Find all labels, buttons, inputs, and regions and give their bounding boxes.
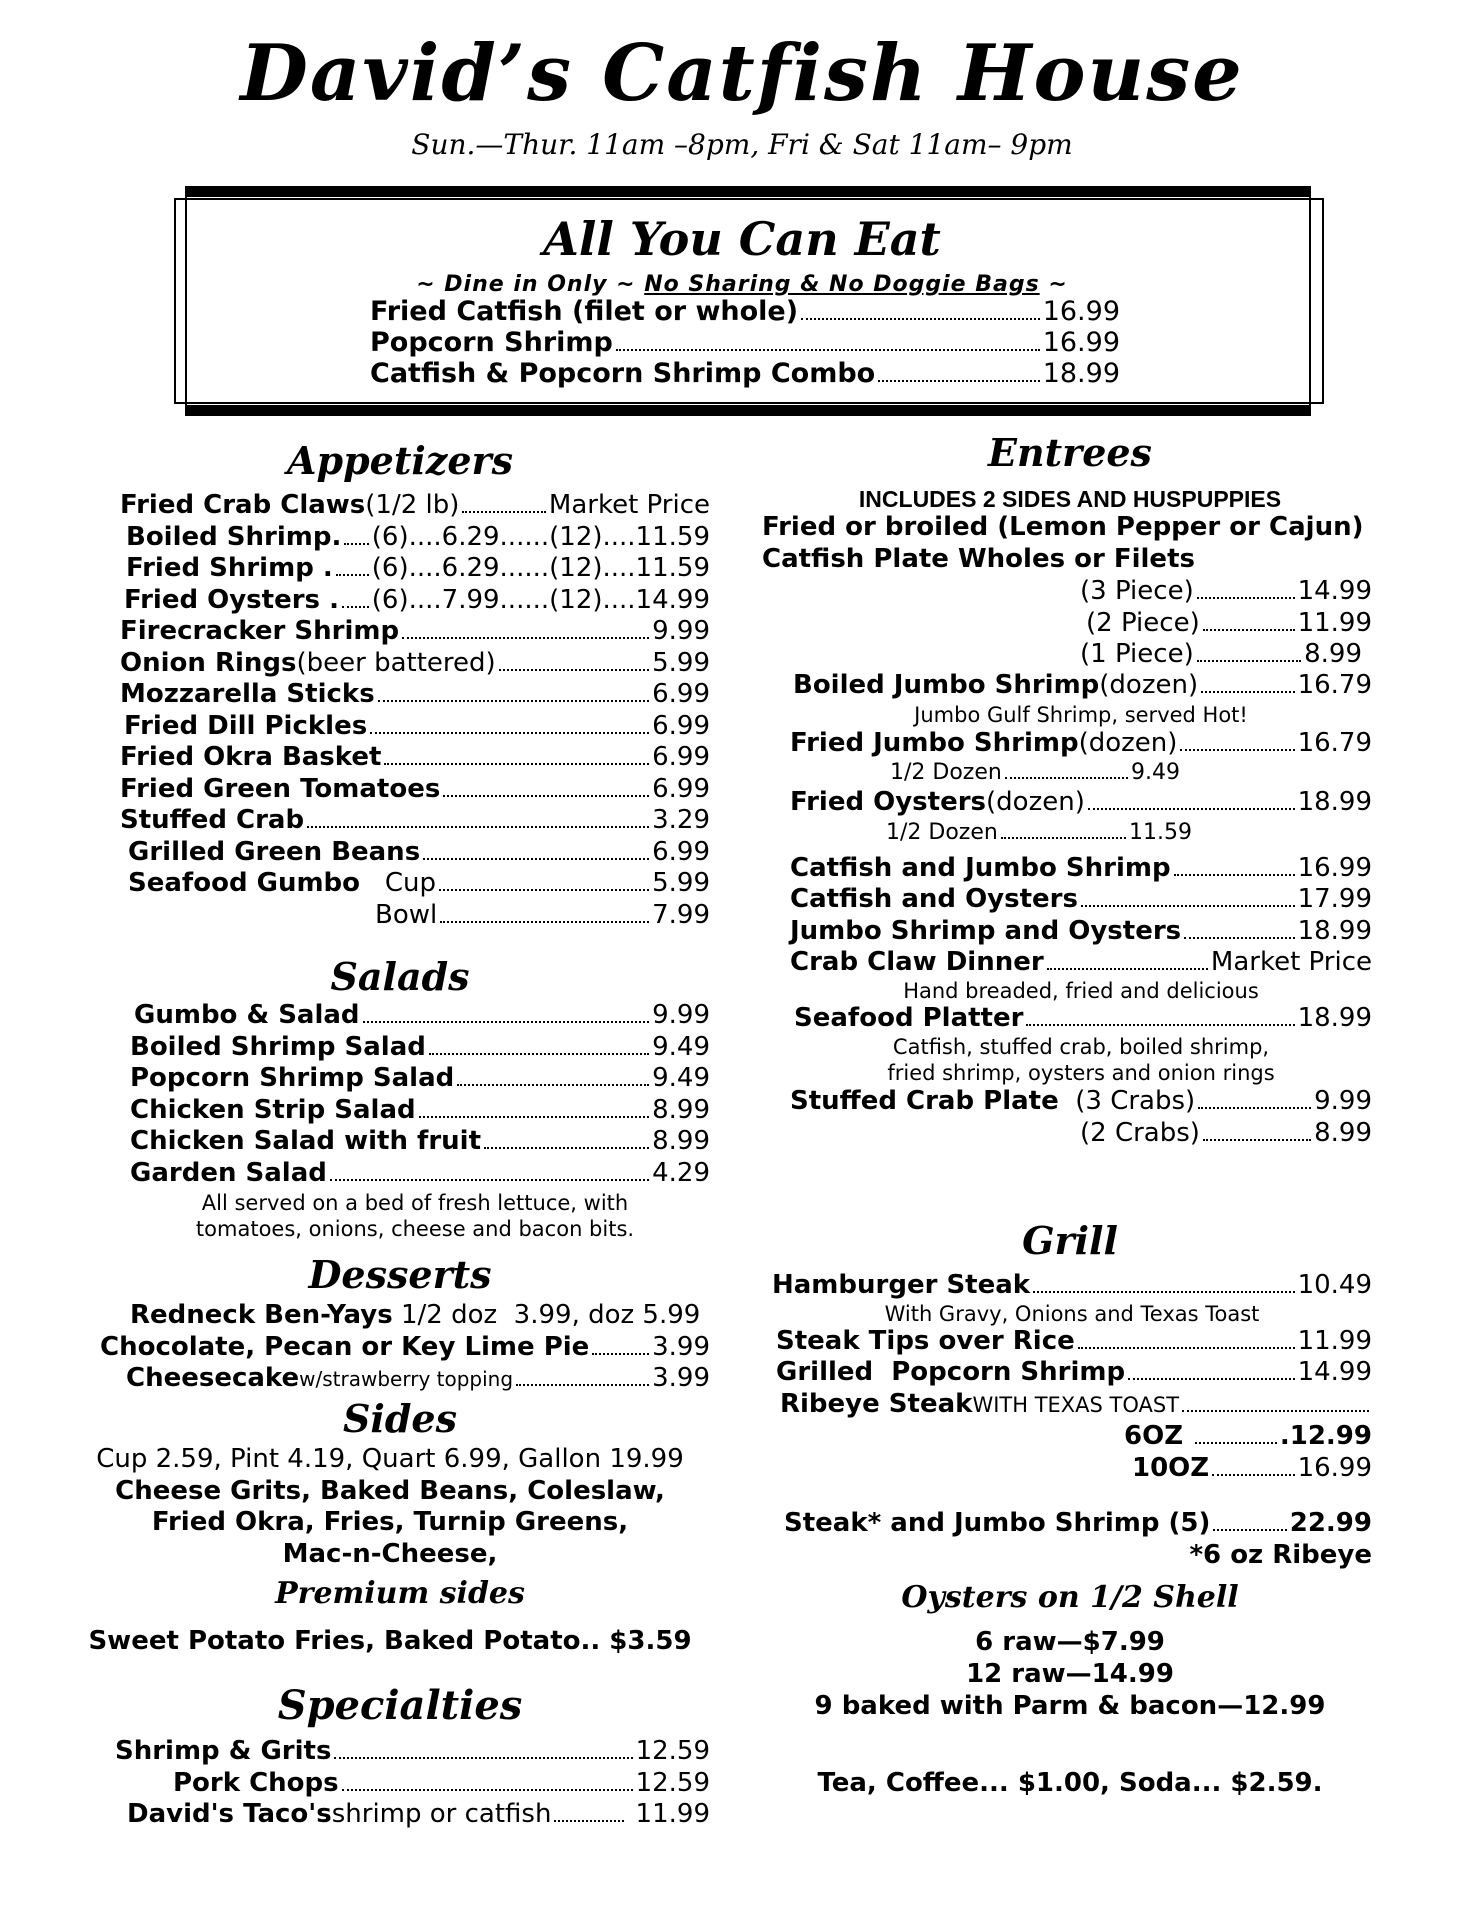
menu-item <box>772 1389 1372 1422</box>
leader-dots <box>1203 1139 1311 1141</box>
leader-dots <box>443 795 649 797</box>
ayce-item <box>370 358 1120 389</box>
half-label: 1/2 Dozen <box>886 819 998 845</box>
menu-item <box>120 553 710 585</box>
leader-dots <box>457 1084 649 1086</box>
menu-item <box>100 1332 710 1364</box>
drinks-line: Tea, Coffee... $1.00, Soda... $2.59. <box>817 1768 1323 1798</box>
menu-item <box>120 711 710 743</box>
item-price: 9.99 <box>652 1000 710 1030</box>
item-name: Seafood Gumbo <box>128 868 361 898</box>
item-name: Boiled Jumbo Shrimp <box>793 670 1100 700</box>
item-price: 6.99 <box>652 836 710 867</box>
item-price: (6)....7.99......(12)....14.99 <box>371 584 710 615</box>
leader-dots <box>1213 1529 1286 1531</box>
item-price: 6.99 <box>652 742 710 772</box>
item-price: 16.99 <box>1042 327 1120 358</box>
menu-item <box>772 1508 1372 1540</box>
leader-dots <box>1212 1474 1294 1476</box>
catfish-pieces <box>1080 576 1372 671</box>
item-note: Catfish, stuffed crab, boiled shrimp, <box>892 1035 1270 1059</box>
specialties-list <box>115 1736 710 1831</box>
item-name: Popcorn Shrimp Salad <box>130 1063 455 1093</box>
item-note: Jumbo Gulf Shrimp, served Hot! <box>914 702 1248 727</box>
item-name: Fried Green Tomatoes <box>120 773 441 804</box>
grill-title: Grill <box>1022 1218 1118 1263</box>
item-price: 8.99 <box>652 1094 710 1125</box>
item-name: Firecracker Shrimp <box>120 616 400 646</box>
leader-dots <box>440 921 649 923</box>
leader-dots <box>1078 1347 1295 1349</box>
leader-dots <box>384 763 649 765</box>
ayce-sub-tail: ~ <box>1039 272 1068 297</box>
size-label: 6OZ <box>1124 1421 1193 1451</box>
item-desc: (3 Crabs) <box>1058 1086 1196 1116</box>
item-desc: Bowl <box>375 899 438 930</box>
leader-dots <box>378 700 649 702</box>
leader-dots <box>344 543 368 545</box>
item-price: 18.99 <box>1042 358 1120 389</box>
leader-dots <box>1033 1291 1294 1293</box>
salads-note <box>120 1190 710 1242</box>
item-price: 9.49 <box>652 1031 710 1062</box>
item-name: Redneck Ben-Yays <box>130 1300 393 1330</box>
item-name: Cheesecake <box>126 1363 300 1393</box>
ayce-item <box>370 327 1120 358</box>
menu-item <box>790 947 1372 979</box>
item-desc: w/strawberry topping <box>299 1367 514 1391</box>
item-name: Grilled Green Beans <box>128 836 421 867</box>
item-price: 11.99 <box>627 1799 710 1829</box>
menu-item <box>790 1086 1372 1118</box>
item-price: 6.99 <box>652 773 710 804</box>
leader-dots <box>484 1147 649 1149</box>
item-price: 9.99 <box>1314 1086 1372 1116</box>
leader-dots <box>402 637 649 639</box>
leader-dots <box>419 1116 650 1118</box>
item-price: 8.99 <box>652 1126 710 1156</box>
menu-item <box>130 1158 710 1190</box>
item-price: 7.99 <box>652 899 710 930</box>
sides-sizes: Cup 2.59, Pint 4.19, Quart 6.99, Gallon 19.99 <box>96 1444 684 1474</box>
menu-item <box>120 648 710 680</box>
leader-dots <box>336 574 369 576</box>
item-price: 8.99 <box>1314 1117 1372 1148</box>
item-price: 4.29 <box>652 1157 710 1188</box>
item-price: 18.99 <box>1297 915 1372 946</box>
ayce-subtitle <box>0 272 1484 297</box>
item-name: Crab Claw Dinner <box>790 947 1044 977</box>
item-price: 16.79 <box>1297 670 1372 700</box>
item-name: Fried Shrimp . <box>126 553 333 583</box>
menu-item <box>772 1326 1372 1358</box>
menu-item <box>100 1300 710 1332</box>
ayce-title: All You Can Eat <box>543 212 941 266</box>
half-dozen-row <box>790 759 1180 787</box>
ribeye-size-row <box>772 1421 1372 1453</box>
item-name: Seafood Platter <box>794 1002 1024 1033</box>
item-name: Mozzarella Sticks <box>120 679 375 709</box>
item-name: Fried Catfish (filet or whole) <box>370 296 799 327</box>
leader-dots <box>1088 808 1295 810</box>
menu-item <box>120 900 710 932</box>
piece-label: (1 Piece) <box>1080 639 1194 669</box>
menu-item <box>790 1118 1372 1150</box>
item-name: Fried Oysters <box>790 787 987 817</box>
item-desc: (beer battered) <box>296 647 496 678</box>
item-name: Garden Salad <box>130 1157 327 1188</box>
item-price: 9.99 <box>652 616 710 646</box>
item-price: 16.99 <box>1297 852 1372 883</box>
specialties-title: Specialties <box>277 1682 523 1729</box>
leader-dots <box>1182 1410 1369 1412</box>
item-desc: (dozen) <box>986 787 1085 817</box>
ayce-sub-underline: No Sharing & No Doggie Bags <box>644 272 1040 297</box>
item-name: Grilled Popcorn Shrimp <box>776 1357 1126 1387</box>
item-price: 17.99 <box>1297 884 1372 914</box>
item-name: Steak Tips over Rice <box>776 1325 1075 1356</box>
item-name: Catfish and Jumbo Shrimp <box>790 852 1171 883</box>
item-desc: (dozen) <box>1078 727 1178 758</box>
item-price: 11.99 <box>1297 607 1372 638</box>
item-price: 3.99 <box>652 1363 710 1393</box>
item-name: Ribeye Steak <box>780 1388 973 1419</box>
item-price: .12.99 <box>1279 1421 1372 1451</box>
item-price: 16.79 <box>1297 727 1372 758</box>
item-desc: shrimp or catfish <box>331 1799 552 1829</box>
sides-line: Cheese Grits, Baked Beans, Coleslaw, <box>115 1475 665 1506</box>
item-price: 12.59 <box>635 1767 710 1798</box>
menu-item <box>772 1357 1372 1389</box>
piece-label: (2 Piece) <box>1086 607 1200 638</box>
entrees-line: Catfish Plate Wholes or Filets <box>762 543 1195 574</box>
item-price: 18.99 <box>1297 1002 1372 1033</box>
item-price: 16.99 <box>1297 1452 1372 1483</box>
leader-dots <box>342 606 369 608</box>
item-price: 11.99 <box>1297 1325 1372 1356</box>
piece-label: (3 Piece) <box>1080 576 1194 606</box>
desserts-list <box>100 1300 710 1396</box>
menu-item <box>790 884 1372 916</box>
entrees-title: Entrees <box>988 430 1152 475</box>
premium-sides-line: Sweet Potato Fries, Baked Potato.. $3.59 <box>88 1626 692 1656</box>
leader-dots <box>1203 629 1295 631</box>
leader-dots <box>370 732 649 734</box>
leader-dots <box>1128 1378 1294 1380</box>
salads-list <box>130 1000 710 1189</box>
item-price: 3.99 <box>652 1331 710 1362</box>
oysters-block <box>760 1626 1380 1722</box>
leader-dots <box>616 349 1040 351</box>
menu-item <box>790 916 1372 948</box>
ribeye-size-row <box>772 1453 1372 1485</box>
oysters-line: 12 raw—14.99 <box>966 1659 1174 1689</box>
sides-title: Sides <box>342 1396 458 1441</box>
leader-dots <box>1001 837 1126 839</box>
leader-dots <box>429 1053 649 1055</box>
item-price: 12.59 <box>635 1736 710 1766</box>
leader-dots <box>1184 937 1294 939</box>
menu-item <box>120 490 710 522</box>
leader-dots <box>801 318 1040 320</box>
item-price: 18.99 <box>1297 787 1372 817</box>
menu-item <box>120 837 710 869</box>
oysters-line: 9 baked with Parm & bacon—12.99 <box>814 1691 1326 1721</box>
menu-item <box>130 1063 710 1095</box>
item-price: 9.49 <box>1131 760 1180 785</box>
premium-sides-title: Premium sides <box>275 1576 525 1611</box>
item-price: 6.99 <box>652 679 710 709</box>
size-label: 10OZ <box>1132 1452 1210 1483</box>
sides-line: Fried Okra, Fries, Turnip Greens, <box>151 1507 629 1537</box>
oysters-line: 6 raw—$7.99 <box>975 1627 1165 1657</box>
menu-item <box>115 1768 710 1800</box>
item-name: Fried Oysters . <box>124 584 339 615</box>
item-price: 10.49 <box>1297 1270 1372 1300</box>
desserts-title: Desserts <box>308 1252 492 1297</box>
item-name: Gumbo & Salad <box>134 1000 360 1030</box>
item-name: Steak* and Jumbo Shrimp (5) <box>784 1508 1211 1538</box>
menu-item <box>120 742 710 774</box>
item-desc: Cup <box>360 868 436 898</box>
menu-item <box>120 805 710 837</box>
item-price: 14.99 <box>1297 1357 1372 1387</box>
leader-dots <box>592 1353 649 1355</box>
item-price: Market Price <box>548 490 710 520</box>
item-name: Chocolate, Pecan or Key Lime Pie <box>100 1331 590 1362</box>
item-name: Pork Chops <box>173 1767 339 1798</box>
item-price: Market Price <box>1210 947 1372 977</box>
menu-item <box>115 1799 710 1831</box>
menu-item <box>790 728 1372 760</box>
leader-dots <box>1180 749 1294 751</box>
piece-row <box>1080 608 1372 640</box>
menu-item <box>130 1126 710 1158</box>
item-desc: (1/2 lb) <box>365 490 460 520</box>
menu-item <box>790 787 1372 819</box>
item-name: Boiled Shrimp Salad <box>130 1031 426 1062</box>
item-name: Chicken Salad with fruit <box>130 1126 481 1156</box>
item-price: 8.99 <box>1304 639 1362 669</box>
item-name: Chicken Strip Salad <box>130 1094 416 1125</box>
item-name: Stuffed Crab <box>120 805 305 835</box>
leader-dots <box>1047 968 1208 970</box>
item-name: David's Taco's <box>127 1799 332 1829</box>
item-desc: WITH TEXAS TOAST <box>972 1392 1180 1417</box>
ayce-item <box>370 296 1120 327</box>
item-name: Hamburger Steak <box>772 1270 1031 1300</box>
sides-line: Mac-n-Cheese, <box>282 1538 498 1569</box>
ayce-sub-plain: ~ Dine in Only ~ <box>416 272 645 297</box>
item-desc: (dozen) <box>1099 670 1199 700</box>
leader-dots <box>462 511 546 513</box>
item-name: Onion Rings <box>120 647 297 678</box>
hours-line: Sun.—Thur. 11am –8pm, Fri & Sat 11am– 9pm <box>411 128 1073 161</box>
item-price: 3.29 <box>652 805 710 835</box>
leader-dots <box>516 1384 649 1386</box>
entrees-line: Fried or broiled (Lemon Pepper or Cajun) <box>762 512 1364 542</box>
ayce-list <box>370 296 1120 389</box>
leader-dots <box>330 1179 649 1181</box>
leader-dots <box>554 1820 624 1822</box>
item-name: Catfish and Oysters <box>790 884 1078 914</box>
item-note: With Gravy, Onions and Texas Toast <box>884 1301 1260 1326</box>
item-price: 5.99 <box>652 647 710 678</box>
leader-dots <box>1201 691 1294 693</box>
menu-item <box>130 1000 710 1032</box>
item-note: fried shrimp, oysters and onion rings <box>887 1061 1275 1085</box>
item-note: Hand breaded, fried and delicious <box>903 978 1259 1003</box>
leader-dots <box>1081 905 1295 907</box>
entrees-intro <box>762 512 1382 575</box>
appetizers-list <box>120 490 710 931</box>
oysters-title: Oysters on 1/2 Shell <box>901 1580 1239 1615</box>
entrees-includes: INCLUDES 2 SIDES AND HUSPUPPIES <box>858 486 1282 512</box>
item-price: 16.99 <box>1042 296 1120 327</box>
salads-title: Salads <box>330 954 470 999</box>
item-name: Jumbo Shrimp and Oysters <box>790 915 1182 946</box>
appetizers-title: Appetizers <box>287 438 513 483</box>
menu-item <box>115 1736 710 1768</box>
item-desc: 1/2 doz 3.99, doz 5.99 <box>392 1300 701 1330</box>
item-name: Shrimp & Grits <box>115 1736 332 1766</box>
half-dozen-row <box>790 819 1192 847</box>
item-name: Fried Dill Pickles <box>124 710 368 741</box>
leader-dots <box>342 1789 633 1791</box>
leader-dots <box>878 380 1039 382</box>
piece-row <box>1080 639 1372 671</box>
item-price: 5.99 <box>652 868 710 898</box>
menu-item <box>120 585 710 617</box>
item-price: 14.99 <box>1297 576 1372 606</box>
leader-dots <box>499 669 649 671</box>
item-name: Popcorn Shrimp <box>370 327 613 358</box>
leader-dots <box>1005 777 1128 779</box>
restaurant-title: David’s Catfish House <box>240 28 1244 119</box>
menu-item <box>790 670 1372 702</box>
item-name: Catfish & Popcorn Shrimp Combo <box>370 358 876 389</box>
grill-list <box>772 1270 1372 1570</box>
item-price: 11.59 <box>1129 819 1192 845</box>
item-price: 9.49 <box>652 1063 710 1093</box>
leader-dots <box>423 858 649 860</box>
item-price: 6.99 <box>652 710 710 741</box>
item-name: Boiled Shrimp. <box>126 521 342 552</box>
leader-dots <box>1026 1024 1294 1026</box>
item-name: Fried Crab Claws <box>120 490 366 520</box>
menu-item <box>790 1003 1372 1035</box>
half-label: 1/2 Dozen <box>890 760 1002 785</box>
menu-item <box>772 1270 1372 1302</box>
item-price: 22.99 <box>1289 1508 1372 1538</box>
menu-item <box>100 1363 710 1396</box>
item-name: Fried Okra Basket <box>120 742 382 772</box>
leader-dots <box>363 1021 650 1023</box>
item-desc: (2 Crabs) <box>1080 1117 1200 1148</box>
leader-dots <box>1197 597 1295 599</box>
leader-dots <box>1195 1442 1277 1444</box>
leader-dots <box>1197 660 1301 662</box>
menu-item <box>130 1095 710 1127</box>
entrees-list <box>790 670 1372 1149</box>
sides-block <box>80 1444 700 1570</box>
leader-dots <box>307 826 649 828</box>
item-price: (6)....6.29......(12)....11.59 <box>371 521 710 552</box>
menu-item <box>130 1032 710 1064</box>
salads-note-line: All served on a bed of fresh lettuce, with <box>201 1191 629 1215</box>
menu-item <box>120 522 710 554</box>
leader-dots <box>1174 874 1295 876</box>
leader-dots <box>334 1757 632 1759</box>
item-name: Stuffed Crab Plate <box>790 1086 1059 1116</box>
salads-note-line: tomatoes, onions, cheese and bacon bits. <box>195 1217 635 1241</box>
menu-item <box>120 679 710 711</box>
menu-item <box>120 616 710 648</box>
leader-dots <box>1198 1107 1311 1109</box>
menu-item <box>790 853 1372 885</box>
piece-row <box>1080 576 1372 608</box>
menu-item <box>120 868 710 900</box>
item-price: (6)....6.29......(12)....11.59 <box>371 553 710 583</box>
leader-dots <box>439 889 649 891</box>
menu-item <box>120 774 710 806</box>
item-name: Fried Jumbo Shrimp <box>790 727 1079 758</box>
item-note: *6 oz Ribeye <box>1189 1539 1372 1570</box>
